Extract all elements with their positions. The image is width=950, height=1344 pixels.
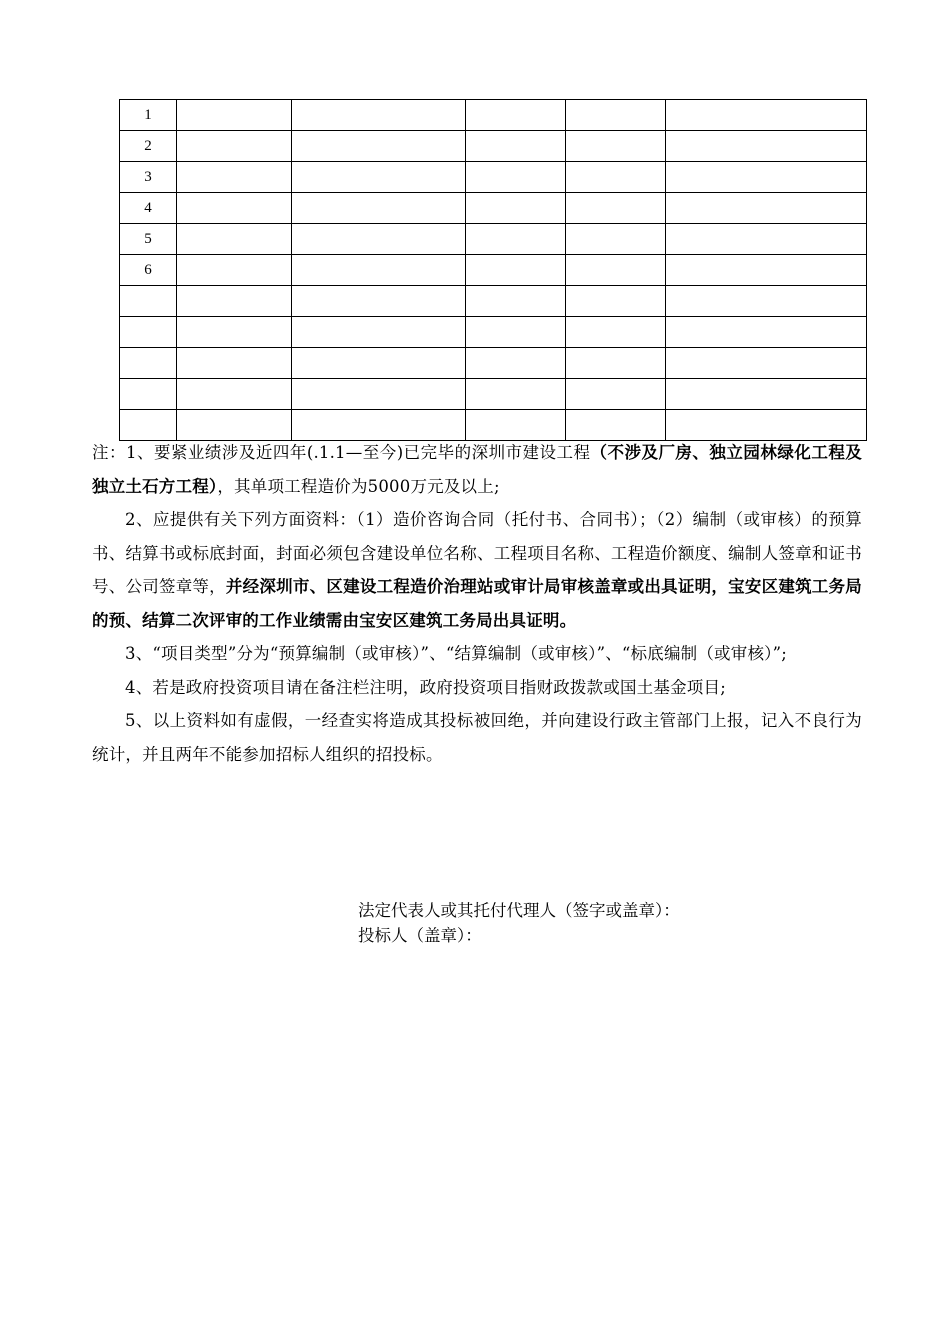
table-cell	[466, 348, 566, 379]
table-cell	[292, 193, 466, 224]
table-cell	[292, 348, 466, 379]
table-cell	[566, 286, 666, 317]
row-number-cell	[120, 348, 177, 379]
table-row	[120, 286, 867, 317]
table-cell	[466, 379, 566, 410]
table-cell	[466, 100, 566, 131]
table-cell	[466, 317, 566, 348]
table-cell	[566, 317, 666, 348]
table-cell	[566, 224, 666, 255]
table-cell	[292, 255, 466, 286]
table-cell	[177, 255, 292, 286]
table-cell	[292, 224, 466, 255]
legal-representative-signature-line: 法定代表人或其托付代理人（签字或盖章）：	[358, 901, 680, 920]
table-cell	[566, 348, 666, 379]
bidder-seal-line: 投标人（盖章）：	[358, 926, 482, 945]
table-cell	[292, 379, 466, 410]
table-cell	[666, 162, 867, 193]
note-1	[92, 436, 862, 503]
table-cell	[177, 193, 292, 224]
table-cell	[292, 100, 466, 131]
table-cell	[666, 224, 867, 255]
table-cell	[466, 193, 566, 224]
table-cell	[177, 317, 292, 348]
note-1-text: 注：1、要紧业绩涉及近四年(.1.1—至今)已完毕的深圳市建设工程	[92, 443, 591, 462]
note-4: 4、若是政府投资项目请在备注栏注明，政府投资项目指财政拨款或国土基金项目;	[125, 677, 726, 697]
table-cell	[177, 100, 292, 131]
table-row	[120, 317, 867, 348]
table-body	[120, 100, 867, 441]
table-row	[120, 255, 867, 286]
table-cell	[666, 255, 867, 286]
table-cell	[666, 286, 867, 317]
signature-block	[358, 898, 680, 948]
note-5: 5、以上资料如有虚假，一经查实将造成其投标被回绝，并向建设行政主管部门上报，记入不良行为统计，并且两年不能参加招标人组织的招投标。	[92, 711, 862, 764]
table-cell	[466, 255, 566, 286]
row-number-cell	[120, 379, 177, 410]
table-row	[120, 100, 867, 131]
table-cell	[566, 379, 666, 410]
table-cell	[666, 131, 867, 162]
row-number-cell	[120, 286, 177, 317]
table-cell	[566, 131, 666, 162]
table-cell	[177, 162, 292, 193]
table-cell	[466, 224, 566, 255]
note-3: 3、“项目类型”分为“预算编制（或审核）”、“结算编制（或审核）”、“标底编制（或审核）”;	[125, 644, 787, 663]
note-1-suffix: ，其单项工程造价为5000万元及以上;	[217, 476, 500, 496]
table-cell	[466, 162, 566, 193]
table-cell	[177, 131, 292, 162]
table-cell	[666, 317, 867, 348]
table-row	[120, 348, 867, 379]
table-cell	[292, 162, 466, 193]
table-row	[120, 162, 867, 193]
table-cell	[292, 286, 466, 317]
row-number-cell: 4	[120, 193, 177, 224]
table-cell	[566, 100, 666, 131]
row-number-cell: 1	[120, 100, 177, 131]
row-number-cell	[120, 317, 177, 348]
table-row	[120, 131, 867, 162]
project-records-table	[119, 99, 867, 441]
table-cell	[466, 131, 566, 162]
table-cell	[566, 255, 666, 286]
table-cell	[566, 162, 666, 193]
note-1-bold-text: （不涉及厂房、独立园林绿化工程及独立土石方工程）	[92, 443, 863, 496]
table-cell	[177, 348, 292, 379]
notes-section	[92, 436, 862, 771]
table-cell	[177, 379, 292, 410]
table-cell	[466, 286, 566, 317]
table-row	[120, 224, 867, 255]
note-2-text: 2、应提供有关下列方面资料：（1）造价咨询合同（托付书、合同书）；（2）编制（或审核）的预算书、结算书或标底封面，封面必须包含建设单位名称、工程项目名称、工程造价额度、编制人签章和证书号、公司签章等，	[92, 510, 862, 596]
table-cell	[666, 100, 867, 131]
table-cell	[666, 379, 867, 410]
note-2-bold-text: 并经深圳市、区建设工程造价治理站或审计局审核盖章或出具证明，宝安区建筑工务局的预、结算二次评审的工作业绩需由宝安区建筑工务局出具证明。	[92, 577, 862, 630]
table-row	[120, 379, 867, 410]
table-cell	[292, 131, 466, 162]
row-number-cell: 6	[120, 255, 177, 286]
note-2	[92, 503, 862, 637]
table-cell	[566, 193, 666, 224]
row-number-cell: 3	[120, 162, 177, 193]
table-cell	[666, 348, 867, 379]
table-row	[120, 193, 867, 224]
table-cell	[666, 193, 867, 224]
table-cell	[292, 317, 466, 348]
table-cell	[177, 224, 292, 255]
table-cell	[177, 286, 292, 317]
row-number-cell: 2	[120, 131, 177, 162]
row-number-cell: 5	[120, 224, 177, 255]
